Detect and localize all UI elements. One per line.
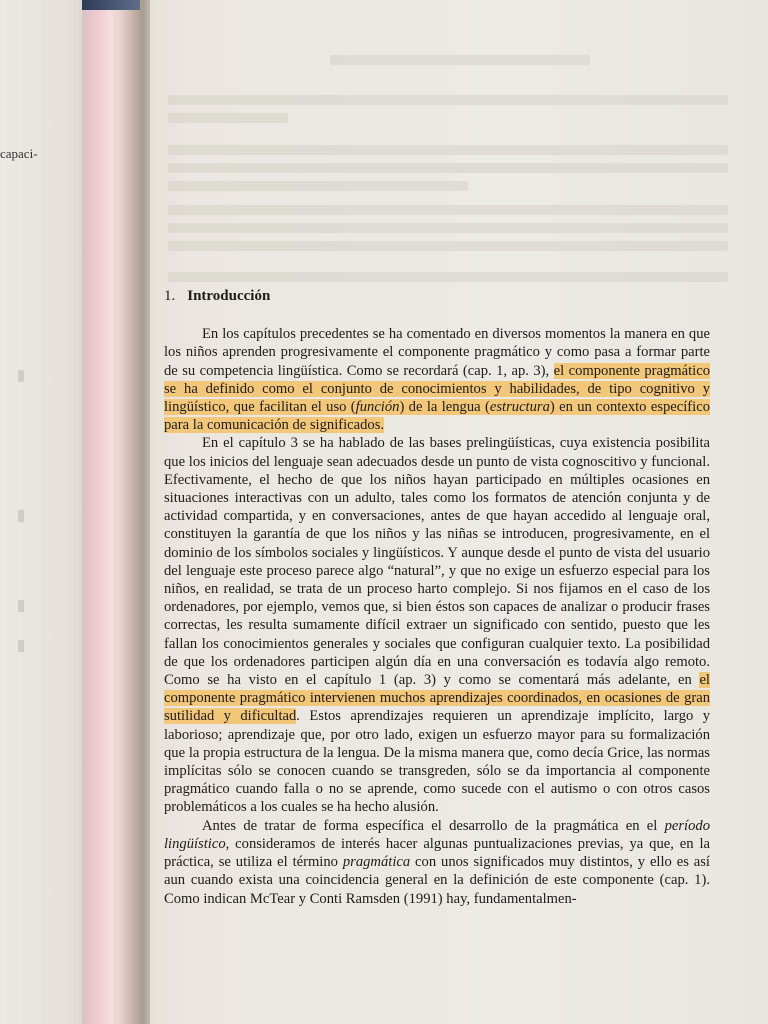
facing-page-mark: [18, 510, 24, 522]
highlighted-text: función: [355, 399, 400, 416]
paragraph: [164, 817, 710, 908]
show-through: [168, 181, 468, 191]
body-text: [164, 325, 710, 908]
facing-page-fragment: capaci-: [0, 146, 38, 161]
text-segment: Antes de tratar de forma específica el desarrollo de la pragmática en el: [202, 817, 665, 834]
paragraph: [164, 325, 710, 434]
page-content: [164, 287, 710, 908]
show-through: [168, 163, 728, 173]
facing-page-mark: [18, 600, 24, 612]
highlighted-text: estructura: [489, 399, 550, 416]
text-segment: En los capítulos precedentes se ha comentado en diversos momentos la manera en que los niños aprenden progresivamente el componente pragmático y como pasa a formar parte de su competencia lingüística. Como se recordará (cap. 1, ap. 3),: [164, 326, 710, 379]
section-title: Introducción: [187, 288, 271, 304]
highlighted-text: el componente pragmático intervienen muchos aprendizajes coordinados, en ocasiones de gran sutilidad y dificultad: [164, 672, 710, 725]
show-through: [168, 223, 728, 233]
text-segment: con unos significados muy distintos, y ello es así aun cuando exista una coincidencia general en la definición de este componente (cap. 1). Como indican McTear y Conti Ramsden (1991) hay, fundamentalmen-: [164, 854, 710, 907]
highlighted-text: ) de la lengua (: [399, 399, 490, 416]
highlighted-text: el componente pragmático se ha definido como el conjunto de conocimientos y habilidades, de tipo cognitivo y lingüístico, que facilitan el uso (: [164, 362, 711, 416]
section-number: 1.: [164, 288, 176, 304]
text-segment: pragmática: [342, 854, 411, 871]
text-segment: En el capítulo 3 se ha hablado de las bases prelingüísticas, cuya existencia posibilita que los inicios del lenguaje sean adecuados desde un punto de vista cognoscitivo y funcional. Efectivamente, el hecho de que los niños hayan participado en múltiples ocasiones en situaciones interactivas con un adulto, tales como los formatos de atención conjunta y de actividad compartida, y en conversaciones, antes de que hayan accedido al lenguaje oral, constituyen la garantía de que los niños y las niñas se introducen, progresivamente, en el dominio de los símbolos sociales y lingüísticos. Y aunque desde el punto de vista del usuario del lenguaje este proceso parece algo “natural”, y que no exige un esfuerzo especial para los niños, en realidad, se trata de un proceso harto complejo. Si nos fijamos en el caso de los ordenadores, por ejemplo, vemos que, si bien éstos son capaces de analizar o producir frases correctas, les resulta sumamente difícil extraer un significado con sentido, puesto que les fallan los conocimientos generales y sociales que configuran cualquier texto. La posibilidad de que los ordenadores participen algún día en una conversación es todavía algo remoto. Como se ha visto en el capítulo 1 (ap. 3) y como se comentará más adelante, en: [164, 435, 710, 689]
show-through: [168, 205, 728, 215]
show-through: [168, 95, 728, 105]
text-segment: , consideramos de interés hacer algunas puntualizaciones previas, ya que, en la práctica, se utiliza el término: [164, 835, 710, 871]
section-heading: [164, 287, 710, 305]
text-segment: . Estos aprendizajes requieren un aprendizaje implícito, largo y laborioso; aprendizaje que, por otro lado, exigen un esfuerzo mayor para su formalización que la propia estructura de la lengua. De la misma manera que, como decía Grice, las normas implícitas sólo se conocen cuando se transgreden, sólo se da importancia al componente pragmático cuando falla o no se aprende, como sucede con el autismo o con otros casos problemáticos a los cuales se ha hecho alusión.: [164, 708, 710, 816]
book-spine: [82, 0, 152, 1024]
show-through: [168, 113, 288, 123]
show-through: [168, 272, 728, 282]
show-through: [330, 55, 590, 65]
text-segment: período lingüístico: [164, 817, 710, 852]
show-through: [168, 241, 728, 251]
show-through: [168, 145, 728, 155]
paragraph: [164, 434, 710, 816]
facing-page-mark: [18, 640, 24, 652]
facing-page-mark: [18, 370, 24, 382]
highlighted-text: ) en un contexto específico para la comunicación de significados.: [164, 399, 710, 434]
